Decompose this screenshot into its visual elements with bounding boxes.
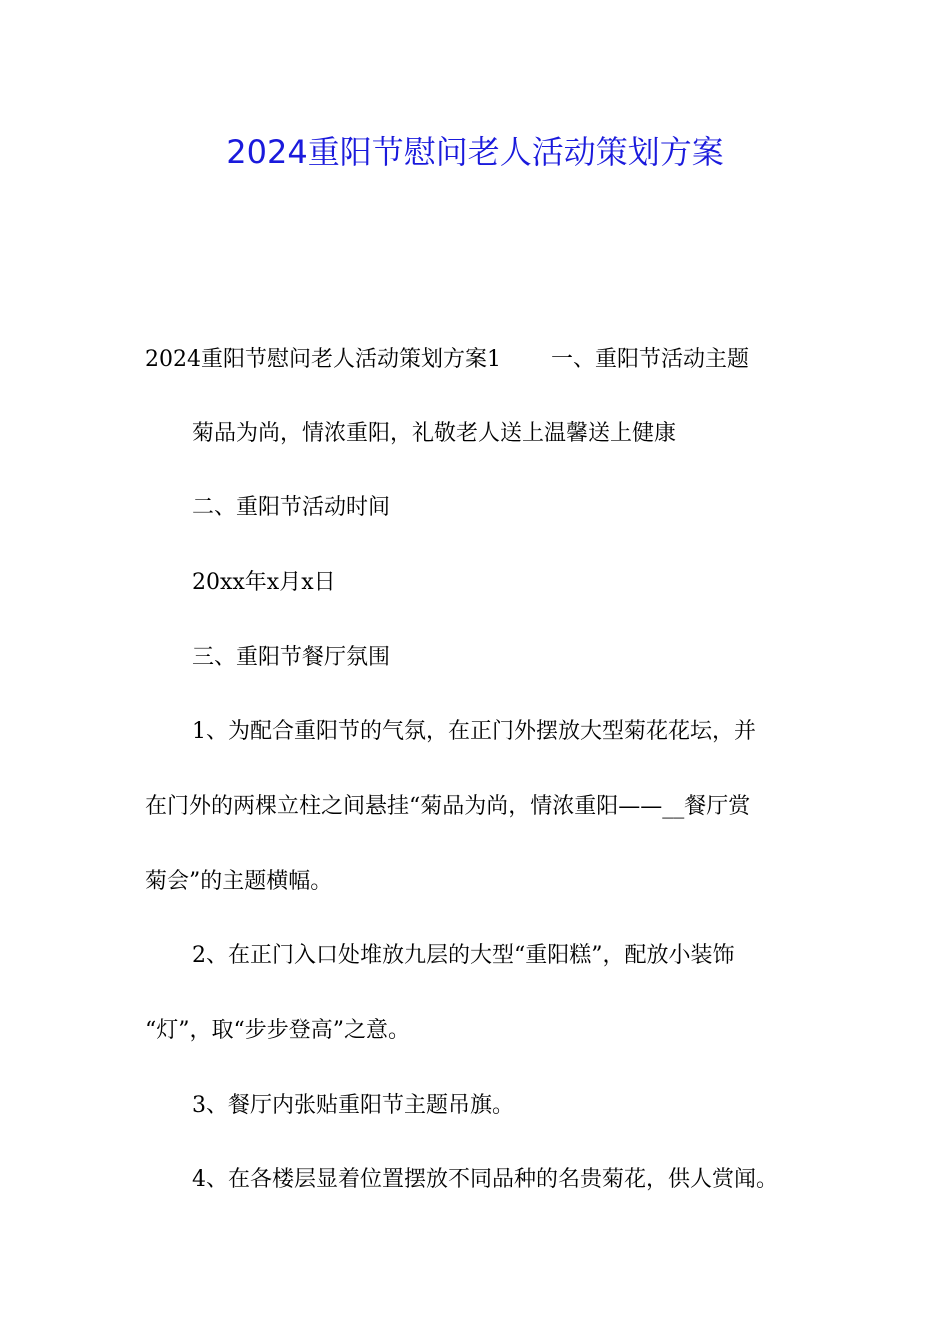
document-title: 2024重阳节慰问老人活动策划方案 [226,133,724,171]
item2-line2: “灯”，取“步步登高”之意。 [145,1018,410,1043]
item1-line3: 菊会”的主题横幅。 [145,869,333,894]
intro-heading: 2024重阳节慰问老人活动策划方案1 [145,347,501,372]
item2-line1: 2、在正门入口处堆放九层的大型“重阳糕”，配放小装饰 [192,943,735,968]
intro-line [145,344,749,376]
item1-line2: 在门外的两棵立柱之间悬挂“菊品为尚，情浓重阳——__餐厅赏 [145,794,751,819]
section1-text: 菊品为尚，情浓重阳，礼敬老人送上温馨送上健康 [192,421,677,446]
section2-text: 20xx年x月x日 [192,570,336,595]
item4-text: 4、在各楼层显着位置摆放不同品种的名贵菊花，供人赏闻。 [192,1167,778,1192]
section2-heading: 二、重阳节活动时间 [192,495,391,520]
item1-line1: 1、为配合重阳节的气氛，在正门外摆放大型菊花花坛，并 [192,719,756,744]
section3-heading: 三、重阳节餐厅氛围 [192,645,391,670]
item3-text: 3、餐厅内张贴重阳节主题吊旗。 [192,1093,514,1118]
section1-heading: 一、重阳节活动主题 [551,347,750,372]
